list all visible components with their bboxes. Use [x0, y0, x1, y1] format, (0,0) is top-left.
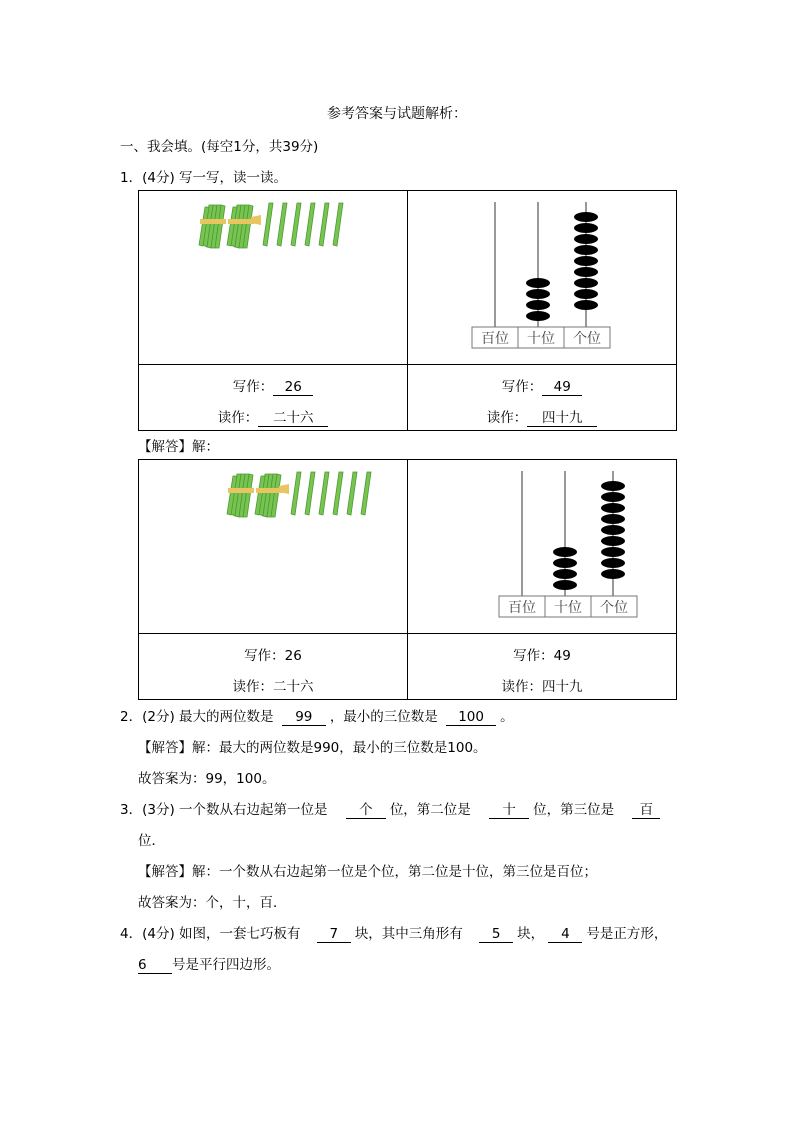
left-write-blank[interactable]: 26 [273, 379, 313, 396]
answer-left-write: 写作：26 [244, 648, 302, 664]
q3-stem-end: 位． [138, 833, 165, 849]
left-read-blank[interactable]: 二十六 [258, 410, 328, 427]
right-write-blank[interactable]: 49 [542, 379, 582, 396]
q3-stem [120, 798, 660, 819]
q1-answer-bundles-cell [139, 460, 408, 634]
q3-text-b: 位，第二位是 [389, 802, 471, 818]
answer-tag: 【解答】 [138, 740, 192, 756]
q2-blank-2[interactable]: 100 [446, 709, 496, 726]
answer-prefix: 解： [192, 439, 219, 455]
q1-bundles-cell [139, 191, 408, 365]
q2-text-b: ，最小的三位数是 [329, 709, 438, 725]
q3-blank-2[interactable]: 十 [489, 802, 529, 819]
q3-text-a: 3．(3分) 一个数从右边起第一位是 [120, 802, 328, 818]
q3-answer-text: 解：一个数从右边起第一位是个位，第二位是十位，第三位是百位； [192, 864, 597, 880]
label-ones: 个位 [600, 600, 628, 616]
q4-text-c: 块， [517, 926, 545, 942]
q2-text-a: 2．(2分) 最大的两位数是 [120, 709, 274, 725]
q2-stem [120, 705, 514, 726]
label-hundreds: 百位 [508, 600, 536, 616]
q3-final: 故答案为：个，十，百． [138, 895, 287, 911]
q1-right-answer-cell [408, 365, 677, 431]
label-hundreds: 百位 [481, 331, 509, 347]
q3-blank-3[interactable]: 百 [632, 802, 660, 819]
q4-text-d: 号是正方形， [586, 926, 668, 942]
stick-bundle-2 [227, 205, 261, 248]
q4-text-b: 块，其中三角形有 [354, 926, 463, 942]
sticks-picture-answer [139, 460, 407, 629]
q1-answer-table [138, 459, 677, 700]
q2-final: 故答案为：99，100。 [138, 771, 276, 787]
label-tens: 十位 [527, 331, 555, 347]
q1-answer-right-cell [408, 634, 677, 700]
label-tens: 十位 [554, 600, 582, 616]
q4-blank-3[interactable]: 4 [548, 926, 582, 943]
q2-blank-1[interactable]: 99 [282, 709, 326, 726]
read-label: 读作： [486, 410, 528, 426]
abacus-answer [408, 460, 676, 629]
read-label: 读作： [217, 410, 259, 426]
label-ones: 个位 [573, 331, 601, 347]
q2-answer-text: 解：最大的两位数是990，最小的三位数是100。 [192, 740, 487, 756]
q3-text-c: 位，第三位是 [533, 802, 615, 818]
sticks-picture [139, 191, 407, 360]
right-read-blank[interactable]: 四十九 [527, 410, 597, 427]
q1-answer-header [138, 435, 219, 455]
answer-tag: 【解答】 [138, 439, 192, 455]
single-sticks [263, 203, 343, 246]
abacus [408, 191, 676, 360]
q1-answer-left-cell [139, 634, 408, 700]
q1-left-answer-cell [139, 365, 408, 431]
q1-abacus-cell [408, 191, 677, 365]
answer-right-read: 读作：四十九 [501, 679, 583, 695]
q3-blank-1[interactable]: 个 [346, 802, 386, 819]
answer-left-read: 读作：二十六 [232, 679, 314, 695]
q4-blank-2[interactable]: 5 [479, 926, 513, 943]
q4-blank-1[interactable]: 7 [317, 926, 351, 943]
q4-stem-line2 [138, 953, 280, 974]
q2-answer [138, 736, 487, 756]
write-label: 写作： [501, 379, 543, 395]
stick-bundle-1 [199, 205, 226, 248]
q4-text-e: 号是平行四边形。 [172, 957, 280, 973]
section-heading: 一、我会填。(每空1分，共39分) [120, 139, 319, 155]
q4-stem [120, 922, 667, 943]
write-label: 写作： [232, 379, 274, 395]
q1-table [138, 190, 677, 431]
q1-stem: 1．(4分) 写一写，读一读。 [120, 170, 288, 186]
answer-tag: 【解答】 [138, 864, 192, 880]
q4-blank-4[interactable]: 6 [138, 957, 172, 974]
ones-beads [574, 212, 598, 310]
q2-text-c: 。 [500, 709, 514, 725]
answer-right-write: 写作：49 [513, 648, 571, 664]
page-title: 参考答案与试题解析： [327, 106, 467, 122]
q4-text-a: 4．(4分) 如图，一套七巧板有 [120, 926, 301, 942]
q3-answer [138, 860, 597, 880]
q1-answer-abacus-cell [408, 460, 677, 634]
